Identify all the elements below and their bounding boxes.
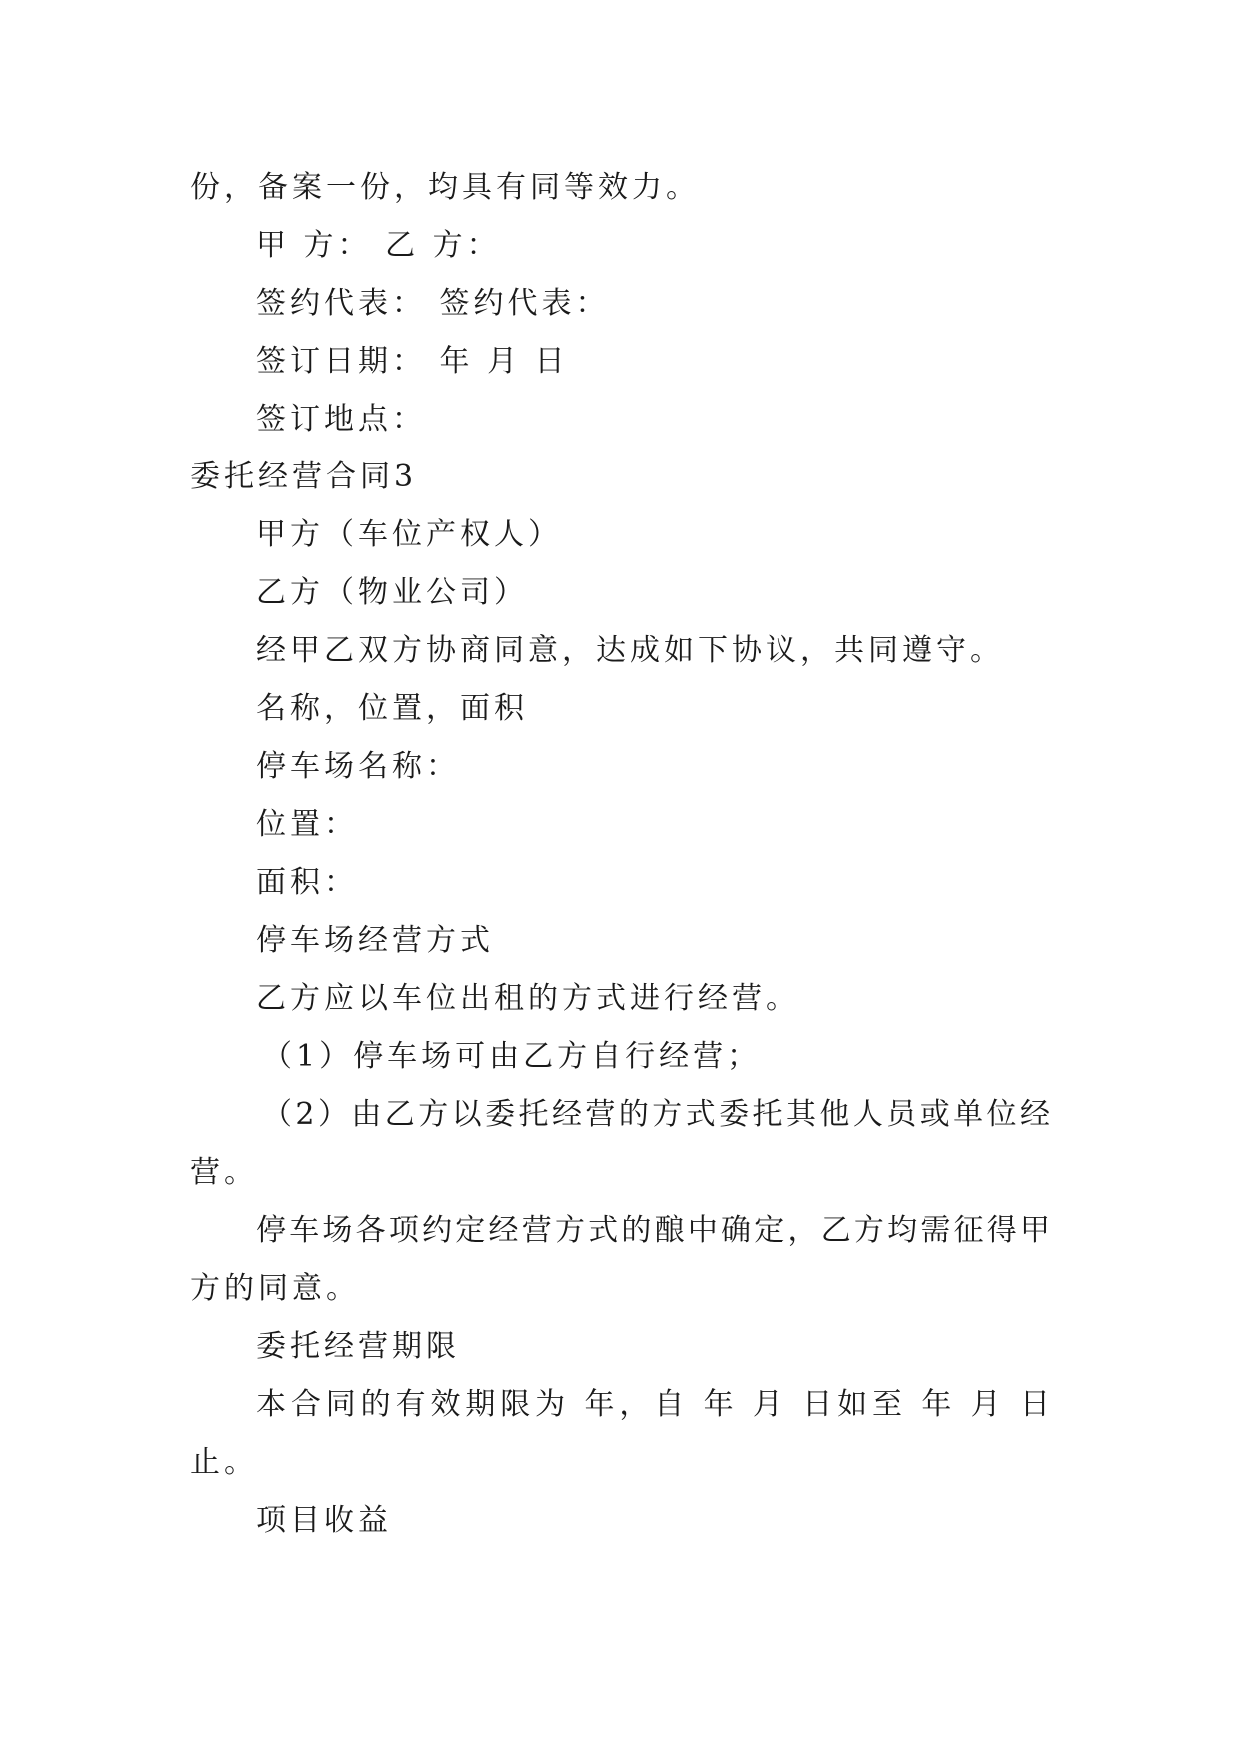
field-line: 停车场名称： — [256, 749, 460, 784]
field-line: 面积： — [256, 865, 358, 900]
party-a-line: 甲方（车位产权人） — [256, 517, 562, 552]
clause-heading: 委托经营期限 — [256, 1329, 460, 1364]
party-line: 甲 方： 乙 方： — [256, 228, 501, 263]
list-item: （1）停车场可由乙方自行经营； — [262, 1039, 762, 1074]
signing-date-line: 签订日期： 年 月 日 — [256, 344, 569, 379]
section-title: 委托经营合同3 — [190, 459, 418, 494]
paragraph-line: 止。 — [190, 1445, 258, 1480]
party-b-line: 乙方（物业公司） — [256, 575, 528, 610]
field-line: 位置： — [256, 807, 358, 842]
paragraph-line: 乙方应以车位出租的方式进行经营。 — [256, 981, 800, 1016]
paragraph-line: 方的同意。 — [190, 1271, 360, 1306]
representative-line: 签约代表： 签约代表： — [256, 286, 610, 321]
list-item: （2）由乙方以委托经营的方式委托其他人员或单位经 — [262, 1097, 1050, 1132]
paragraph-line: 营。 — [190, 1155, 258, 1190]
paragraph-line: 份，备案一份，均具有同等效力。 — [190, 170, 700, 205]
clause-heading: 停车场经营方式 — [256, 923, 494, 958]
clause-heading: 项目收益 — [256, 1503, 392, 1538]
signing-place-line: 签订地点： — [256, 402, 426, 437]
clause-heading: 名称，位置，面积 — [256, 691, 528, 726]
paragraph-line: 经甲乙双方协商同意，达成如下协议，共同遵守。 — [256, 633, 1004, 668]
paragraph-line: 停车场各项约定经营方式的酿中确定，乙方均需征得甲 — [256, 1213, 1050, 1248]
paragraph-line: 本合同的有效期限为 年，自 年 月 日如至 年 月 日 — [256, 1387, 1050, 1422]
